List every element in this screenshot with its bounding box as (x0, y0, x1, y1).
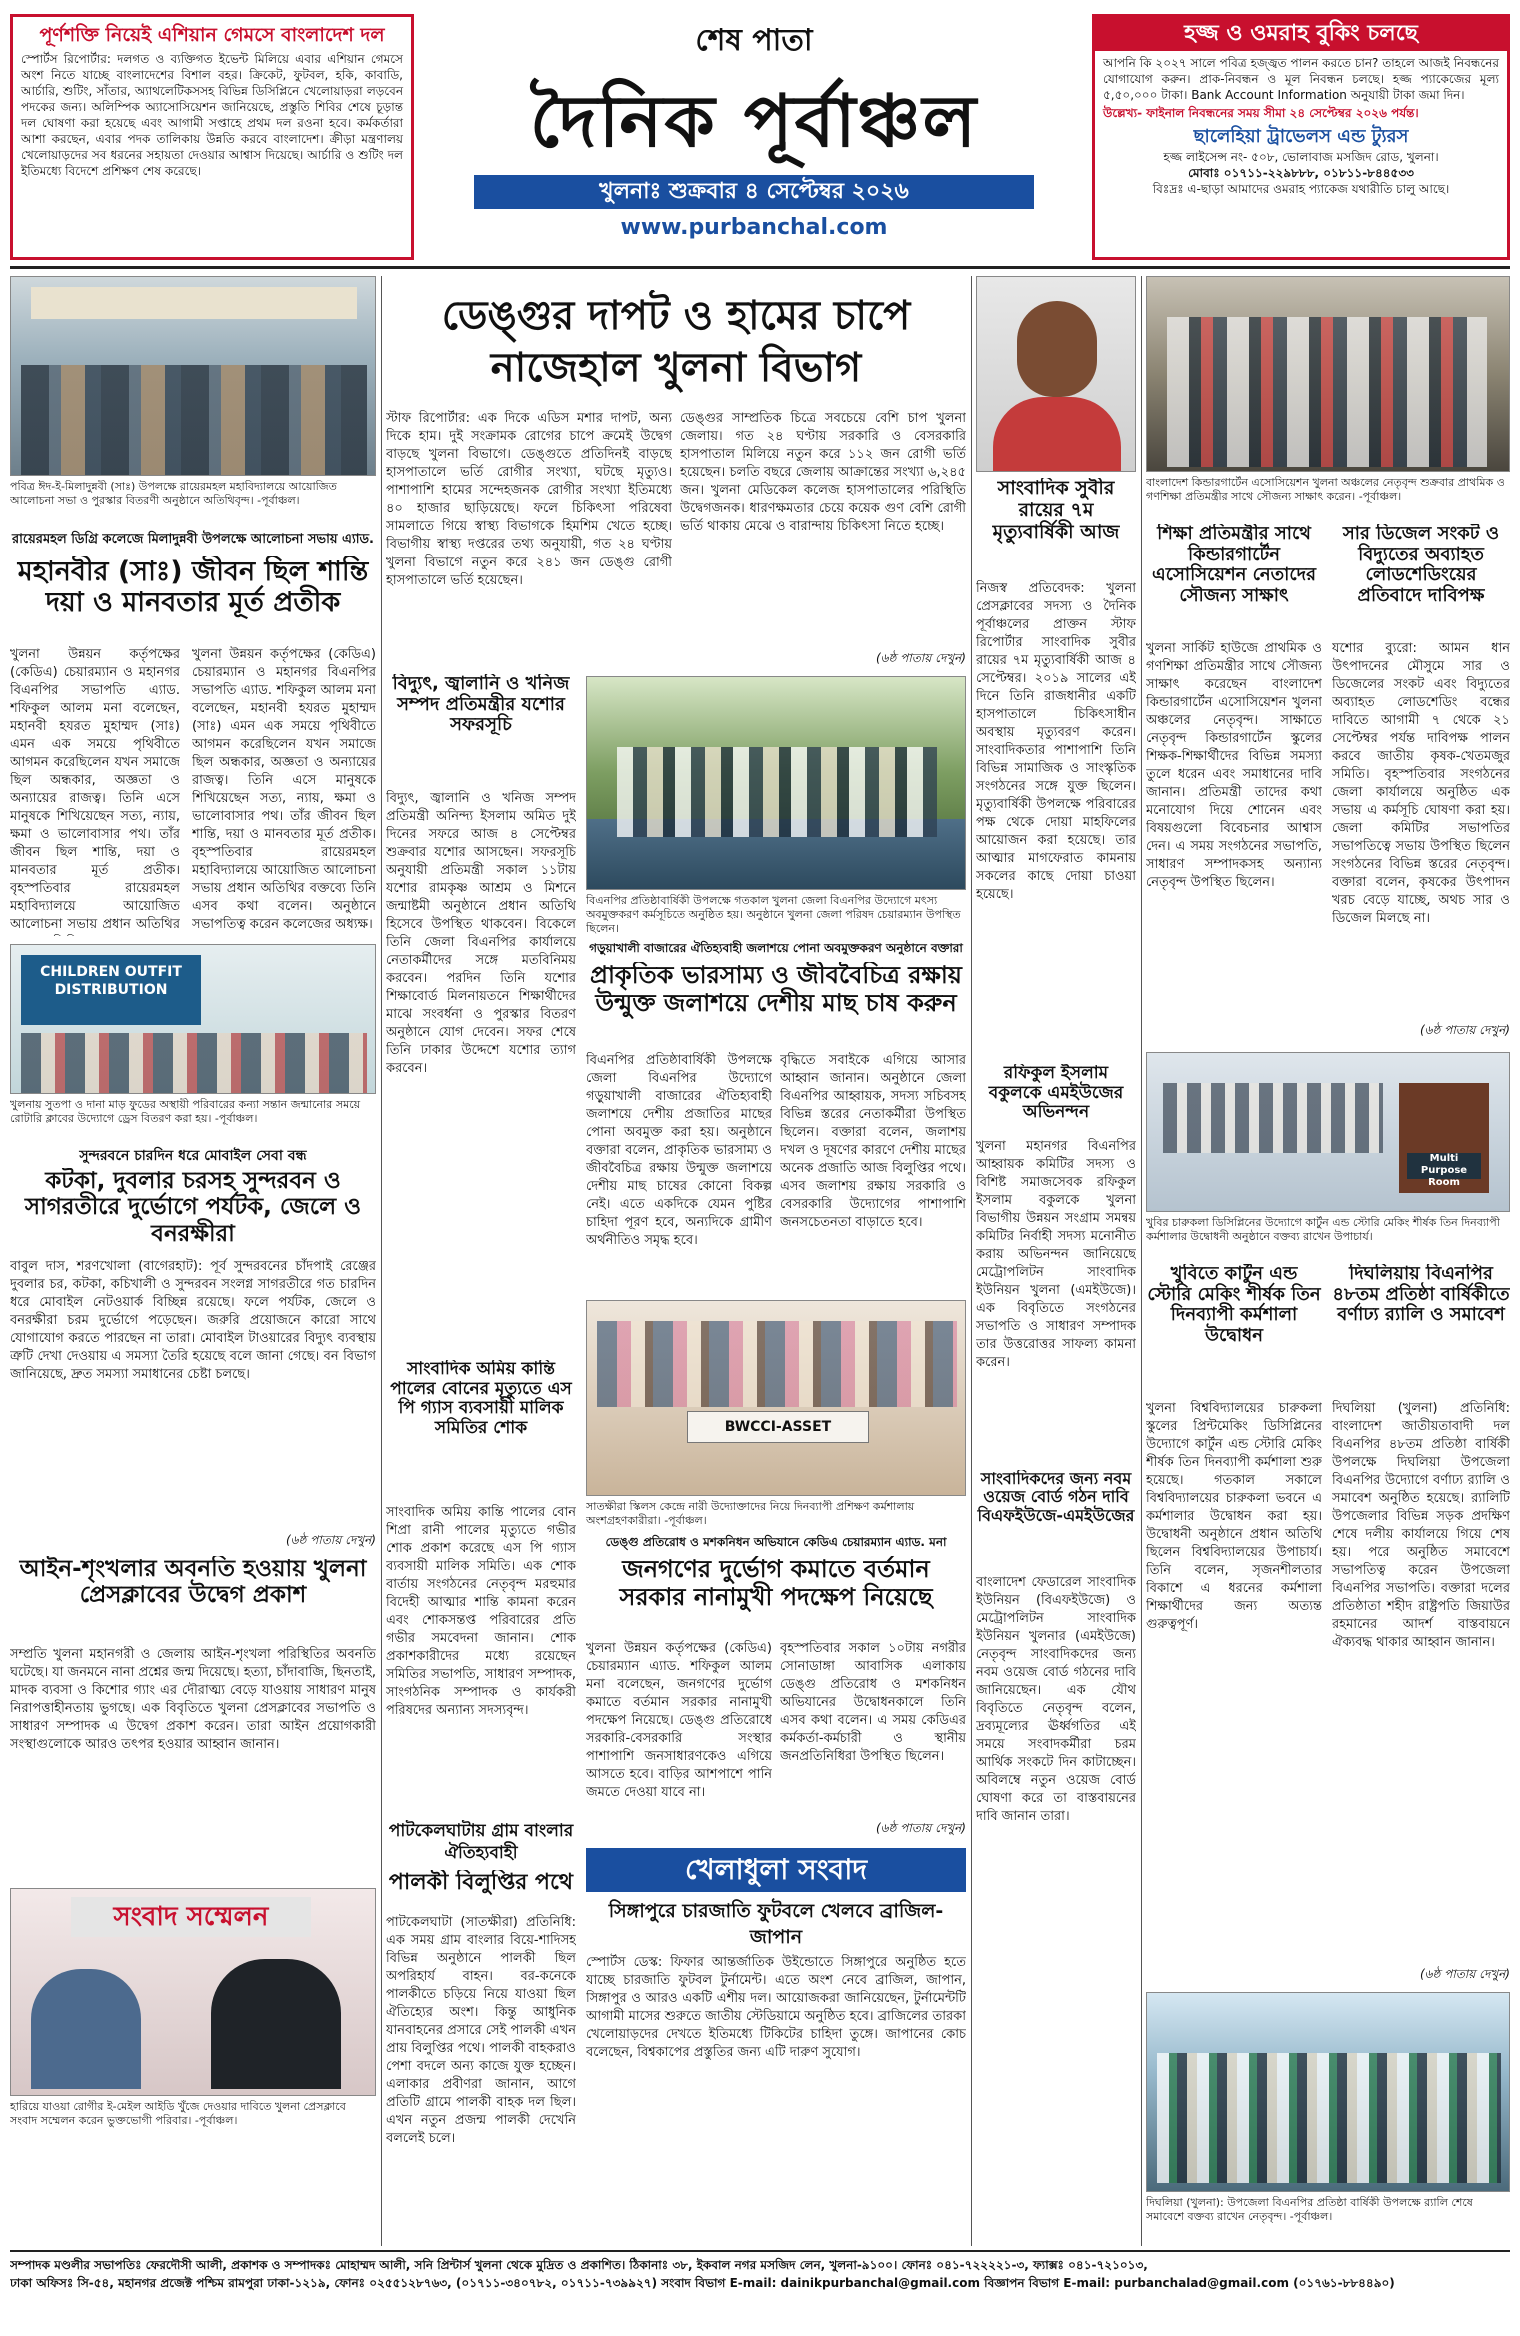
hajj-ad-title: হজ্জ ও ওমরাহ বুকিং চলছে (1095, 17, 1507, 51)
masthead-website[interactable]: www.purbanchal.com (620, 215, 888, 240)
women-banner: BWCCI-ASSET (687, 1411, 869, 1443)
masthead-dateline: খুলনাঃ শুক্রবার ৪ সেপ্টেম্বর ২০২৬ (474, 175, 1034, 209)
photo-kg-meeting (1146, 276, 1510, 472)
cartoon-photo-caption: খুবির চারুকলা ডিসিপ্লিনের উদ্যোগে কার্টুন এন্ড স্টোরি মেকিং শীর্ষক তিন দিনব্যাপী কর্মশালার উদ্বোধনী অনুষ্ঠানে বক্তব্য রাখেন উপাচার্য। (1146, 1216, 1500, 1243)
dengue-gov-headline: জনগণের দুর্ভোগ কমাতে বর্তমান সরকার নানামুখী পদক্ষেপ নিয়েছে (619, 1556, 933, 1611)
hajj-ad-box (1092, 14, 1510, 260)
hajj-ad-body: আপনি কি ২০২৭ সালে পবিত্র হজ্জ্বত পালন করতে চান? তাহলে আজই নিবন্ধনের যোগাযোগ করুন। প্রাক-নিবন্ধন ও মূল নিবন্ধন চলছে। হজ্জ প্যাকেজের মূল্য ৫,৫০,০০০ টাকা। Bank Account Information অনুযায়ী টাকা জমা দিন। (1103, 56, 1499, 102)
lead-col2: ডেঙ্গুর সাম্প্রতিক চিত্রে সবচেয়ে বেশি চাপ খুলনা জেলায়। গত ২৪ ঘণ্টায় সরকারি ও বেসরকারি হাসপাতাল মিলিয়ে নতুন করে ১১২ জন রোগী ভর্তি হয়েছেন। চলতি বছরে জেলায় আক্রান্তের সংখ্যা ৬,২৪৫ জন। খুলনা মেডিকেল কলেজ হাসপাতালের পরিস্থিতি উদ্বেগজনক। ধারণক্ষমতার চেয়ে কয়েক গুণ বেশি রোগী ভর্তি থাকায় মেঝে ও বারান্দায় চিকিৎসা নিতে হচ্ছে। (680, 411, 966, 534)
fertilizer-body: যশোর ব্যুরো: আমন ধান উৎপাদনের মৌসুমে সার ও ডিজেলের সংকট এবং বিদ্যুতের অব্যাহত লোডশেডিং বন্ধের দাবিতে আগামী ৭ থেকে ২১ সেপ্টেম্বর পর্যন্ত দাবিপক্ষ পালন করবে জাতীয় কৃষক-খেতমজুর সমিতি। বৃহস্পতিবার সংগঠনের জেলা কার্যালয়ে অনুষ্ঠিত এক সভায় এ কর্মসূচি ঘোষণা করা হয়। জেলা কমিটির সভাপতির সভাপতিত্বে সভায় উপস্থিত ছিলেন সংগঠনের বিভিন্ন স্তরের নেতৃবৃন্দ। বক্তারা বলেন, কৃষকের উৎপাদন খরচ বেড়ে যাচ্ছে, অথচ সার ও ডিজেল মিলছে না। (1332, 641, 1510, 926)
prophet-headline: মহানবীর (সাঃ) জীবন ছিল শান্তি দয়া ও মানবতার মূর্ত প্রতীক (17, 556, 369, 619)
wage-headline: সাংবাদিকদের জন্য নবম ওয়েজ বোর্ড গঠন দাবি বিএফইউজে-এমইউজের (977, 1470, 1135, 1525)
dighalia-continued: (৬ষ্ঠ পাতায় দেখুন) (1419, 1967, 1510, 1981)
wage-body: বাংলাদেশ ফেডারেল সাংবাদিক ইউনিয়ন (বিএফইউজে) ও মেট্রোপলিটন সাংবাদিক ইউনিয়ন খুলনার (এমইউজে) নেতৃবৃন্দ সাংবাদিকদের জন্য নবম ওয়েজ বোর্ড গঠনের দাবি জানিয়েছেন। এক যৌথ বিবৃতিতে নেতৃবৃন্দ বলেন, দ্রব্যমূল্যের ঊর্ধ্বগতির এই সময়ে সংবাদকর্মীরা চরম আর্থিক সংকটে দিন কাটাচ্ছেন। অবিলম্বে নতুন ওয়েজ বোর্ড ঘোষণা করে তা বাস্তবায়নের দাবি জানান তারা। (976, 1575, 1136, 1824)
dengue-gov-col1: খুলনা উন্নয়ন কর্তৃপক্ষের (কেডিএ) চেয়ারম্যান এ্যাড. শফিকুল আলম মনা বলেছেন, জনগণের দুর্ভোগ কমাতে বর্তমান সরকার নানামুখী পদক্ষেপ নিয়েছে। ডেঙ্গু প্রতিরোধে সরকারি-বেসরকারি সংস্থার পাশাপাশি জনসাধারণকেও এগিয়ে আসতে হবে। বাড়ির আশপাশে পানি জমতে দেওয়া যাবে না। (586, 1641, 772, 1800)
sundarban-body: বাবুল দাস, শরণখোলা (বাগেরহাট): পূর্ব সুন্দরবনের চাঁদপাই রেঞ্জের দুবলার চর, কটকা, কচিখালী ও সুন্দরবন সংলগ্ন সাগরতীরে গত চারদিন ধরে মোবাইল নেটওয়ার্ক বিচ্ছিন্ন রয়েছে। ফলে পর্যটক, জেলে ও বনরক্ষীরা চরম দুর্ভোগে পড়েছেন। জরুরি প্রয়োজনে কারো সাথে যোগাযোগ করতে পারছেন না তারা। মোবাইল টাওয়ারের বিদ্যুৎ ব্যবস্থায় ত্রুটি দেখা দেওয়ায় এ সমস্যা তৈরি হয়েছে বলে জানা গেছে। বন বিভাগ জানিয়েছে, দ্রুত সমস্যা সমাধানের চেষ্টা চলছে। (10, 1259, 376, 1382)
top-left-news-box (10, 14, 414, 260)
dengue-gov-continued: (৬ষ্ঠ পাতায় দেখুন) (875, 1821, 966, 1835)
hajj-ad-deadline: উল্লেখ্য- ফাইনাল নিবন্ধনের সময় সীমা ২৪ সেপ্টেম্বর ২০২৬ পর্যন্ত। (1103, 106, 1419, 120)
press-conf-banner: সংবাদ সম্মেলন (71, 1897, 311, 1937)
hajj-ad-note: বিঃদ্রঃ এ-ছাড়া আমাদের ওমরাহ প্যাকেজ যথারীতি চালু আছে। (1152, 182, 1450, 196)
rafiq-body: খুলনা মহানগর বিএনপির আহ্বায়ক কমিটির সদস্য ও বিশিষ্ট সমাজসেবক রফিকুল ইসলাম বকুলকে খুলনা বিভাগীয় উন্নয়ন সংগ্রাম সমন্বয় কমিটির নির্বাহী সদস্য মনোনীত করায় অভিনন্দন জানিয়েছে মেট্রোপলিটন সাংবাদিক ইউনিয়ন খুলনা (এমইউজে)। এক বিবৃতিতে সংগঠনের সভাপতি ও সাধারণ সম্পাদক তার উত্তরোত্তর সাফল্য কামনা করেন। (976, 1139, 1136, 1370)
top-left-body: স্পোর্টস রিপোর্টার: দলগত ও ব্যক্তিগত ইভেন্ট মিলিয়ে এবার এশিয়ান গেমসে অংশ নিতে যাচ্ছে বাংলাদেশের বিশাল বহর। ক্রিকেট, ফুটবল, হকি, কাবাডি, আর্চারি, শুটিং, সাঁতার, অ্যাথলেটিকসসহ বিভিন্ন ডিসিপ্লিনে খেলোয়াড়রা লড়বেন পদকের জন্য। অলিম্পিক অ্যাসোসিয়েশন জানিয়েছে, প্রস্তুতি শিবির শেষে চূড়ান্ত দল ঘোষণা করা হয়েছে এবং আগামী সপ্তাহে প্রথম দল রওনা হবে। কর্মকর্তারা আশা করছেন, এবার পদক তালিকায় উন্নতি করবে বাংলাদেশ। ক্রীড়া মন্ত্রণালয় খেলোয়াড়দের সব ধরনের সহায়তা দেওয়ার আশ্বাস দিয়েছে। আর্চারি ও শুটিং দল ইতিমধ্যে বিদেশে প্রশিক্ষণ শেষ করেছে। (21, 52, 403, 178)
fish-col1: বিএনপির প্রতিষ্ঠাবার্ষিকী উপলক্ষে জেলা বিএনপির উদ্যোগে গড়ুয়াখালী বাজারের ঐতিহ্যবাহী জলাশয়ে দেশীয় প্রজাতির মাছের পোনা অবমুক্ত করা হয়। অনুষ্ঠানে বক্তারা বলেন, প্রাকৃতিক ভারসাম্য ও জীববৈচিত্র রক্ষায় উন্মুক্ত জলাশয়ে দেশীয় মাছ চাষের কোনো বিকল্প নেই। এতে একদিকে যেমন পুষ্টির চাহিদা পূরণ হবে, অন্যদিকে গ্রামীণ অর্থনীতিও সমৃদ্ধ হবে। (586, 1053, 772, 1248)
prophet-pre-headline: রায়েরমহল ডিগ্রি কলেজে মিলাদুন্নবী উপলক্ষে আলোচনা সভায় এ্যাড. (12, 532, 374, 547)
dighalia-headline: দিঘলিয়ায় বিএনপির ৪৮তম প্রতিষ্ঠা বার্ষিকীতে বর্ণাঢ্য র‌্যালি ও সমাবেশ (1332, 1264, 1510, 1326)
hajj-ad-agency: ছালেহিয়া ট্রাভেলস এন্ড ট্যুরস (1193, 126, 1409, 147)
prophet-body-col2: খুলনা উন্নয়ন কর্তৃপক্ষের (কেডিএ) চেয়ারম্যান ও মহানগর বিএনপির সভাপতি এ্যাড. শফিকুল আলম মনা বলেছেন, মহানবী হযরত মুহাম্মদ (সাঃ) এমন এক সময়ে পৃথিবীতে আগমন করেছিলেন যখন সমাজে ছিল অন্ধকার, অজ্ঞতা ও অন্যায়ের রাজত্ব। তিনি এসে মানুষকে শিখিয়েছেন সত্য, ন্যায়, ক্ষমা ও ভালোবাসার পথ। তাঁর জীবন ছিল শান্তি, দয়া ও মানবতার মূর্ত প্রতীক। বৃহস্পতিবার রায়েরমহল মহাবিদ্যালয়ে আয়োজিত আলোচনা সভায় প্রধান অতিথির বক্তব্যে তিনি এসব কথা বলেন। অনুষ্ঠানে সভাপতিত্ব করেন কলেজের অধ্যক্ষ। (192, 647, 376, 932)
palki-pre-headline: পাটকেলঘাটায় গ্রাম বাংলার ঐতিহ্যবাহী (388, 1821, 574, 1863)
photo-dress-distribution: CHILDREN OUTFIT DISTRIBUTION (10, 944, 376, 1094)
amit-body: সাংবাদিক অমিয় কান্তি পালের বোন শিপ্রা রানী পালের মৃত্যুতে গভীর শোক প্রকাশ করেছে এস পি গ্যাস ব্যবসায়ী মালিক সমিতি। এক শোক বার্তায় সংগঠনের নেতৃবৃন্দ মরহুমার বিদেহী আত্মার শান্তি কামনা করেন এবং শোকসন্তপ্ত পরিবারের প্রতি গভীর সমবেদনা জানান। শোক প্রকাশকারীদের মধ্যে রয়েছেন সমিতির সভাপতি, সাধারণ সম্পাদক, সাংগঠনিক সম্পাদক ও কার্যকরী পরিষদের অন্যান্য সদস্যবৃন্দ। (386, 1505, 576, 1718)
press-headline: আইন-শৃংখলার অবনতি হওয়ায় খুলনা প্রেসক্লাবের উদ্বেগ প্রকাশ (19, 1556, 367, 1609)
photo-fish-release (586, 676, 966, 890)
minister-headline: বিদ্যুৎ, জ্বালানি ও খনিজ সম্পদ প্রতিমন্ত্রীর যশোর সফরসূচি (392, 674, 570, 736)
dighalia-photo-caption: দিঘলিয়া (খুলনা): উপজেলা বিএনপির প্রতিষ্ঠা বার্ষিকী উপলক্ষে র‌্যালি শেষে সমাবেশে বক্তব্য রাখেন নেতৃবৃন্দ। -পূর্বাঞ্চল। (1146, 2196, 1473, 2223)
dengue-gov-col2: বৃহস্পতিবার সকাল ১০টায় নগরীর সোনাডাঙ্গা আবাসিক এলাকায় ডেঙ্গু প্রতিরোধ ও মশকনিধন অভিযানের উদ্বোধনকালে তিনি এসব কথা বলেন। এ সময় কেডিএর কর্মকর্তা-কর্মচারী ও স্থানীয় জনপ্রতিনিধিরা উপস্থিত ছিলেন। (780, 1641, 966, 1764)
footer-line1: সম্পাদক মণ্ডলীর সভাপতিঃ ফেরদৌসী আলী, প্রকাশক ও সম্পাদকঃ মোহাম্মদ আলী, সনি প্রিন্টার্স খুলনা থেকে মুদ্রিত ও প্রকাশিত। ঠিকানাঃ ৩৮, ইকবাল নগর মসজিদ লেন, খুলনা-৯১০০। ফোনঃ ০৪১-৭২২২২১-৩, ফ্যাক্সঃ ০৪১-৭২১০১৩, (10, 2258, 1148, 2272)
dengue-gov-pre-headline: ডেঙ্গু প্রতিরোধ ও মশকনিধন অভিযানে কেডিএ চেয়ারম্যান এ্যাড. মনা (605, 1535, 947, 1549)
masthead-rule (10, 266, 1510, 269)
press-photo-caption: হারিয়ে যাওয়া রোগীর ই-মেইল আইডি খুঁজে দেওয়ার দাবিতে খুলনা প্রেসক্লাবে সংবাদ সম্মেলন করেন ভুক্তভোগী পরিবার। -পূর্বাঞ্চল। (10, 2100, 346, 2127)
journalist-body: নিজস্ব প্রতিবেদক: খুলনা প্রেসক্লাবের সদস্য ও দৈনিক পূর্বাঞ্চলের প্রাক্তন স্টাফ রিপোর্টার সাংবাদিক সুবীর রায়ের ৭ম মৃত্যুবার্ষিকী আজ ৪ সেপ্টেম্বর। ২০১৯ সালের এই দিনে তিনি রাজধানীর একটি হাসপাতালে চিকিৎসাধীন অবস্থায় মৃত্যুবরণ করেন। সাংবাদিকতার পাশাপাশি তিনি বিভিন্ন সামাজিক ও সাংস্কৃতিক সংগঠনের সঙ্গে যুক্ত ছিলেন। মৃত্যুবার্ষিকী উপলক্ষে পরিবারের পক্ষ থেকে দোয়া মাহফিলের আয়োজন করা হয়েছে। তার আত্মার মাগফেরাত কামনায় সকলের কাছে দোয়া চাওয়া হয়েছে। (976, 581, 1136, 902)
divider-2 (971, 276, 972, 2246)
hajj-ad-phone: মোবাঃ ০১৭১১-২২৯৮৮৮, ০১৮১১-৮৪৪৫৩৩ (1188, 166, 1414, 180)
palki-body: পাটকেলঘাটা (সাতক্ষীরা) প্রতিনিধি: এক সময় গ্রাম বাংলার বিয়ে-শাদিসহ বিভিন্ন অনুষ্ঠানে পালকী ছিল অপরিহার্য বাহন। বর-কনেকে পালকীতে চড়িয়ে নিয়ে যাওয়া ছিল ঐতিহ্যের অংশ। কিন্তু আধুনিক যানবাহনের প্রসারে সেই পালকী এখন প্রায় বিলুপ্তির পথে। পালকী বাহকরাও পেশা বদলে অন্য কাজে যুক্ত হচ্ছেন। এলাকার প্রবীণরা জানান, আগে প্রতিটি গ্রামে পালকী বাহক দল ছিল। এখন নতুন প্রজন্ম পালকী দেখেনি বললেই চলে। (386, 1915, 576, 2146)
prophet-body: খুলনা উন্নয়ন কর্তৃপক্ষের (কেডিএ) চেয়ারম্যান ও মহানগর বিএনপির সভাপতি এ্যাড. শফিকুল আলম মনা বলেছেন, মহানবী হযরত মুহাম্মদ (সাঃ) এমন এক সময়ে পৃথিবীতে আগমন করেছিলেন যখন সমাজে ছিল অন্ধকার, অজ্ঞতা ও অন্যায়ের রাজত্ব। তিনি এসে মানুষকে শিখিয়েছেন সত্য, ন্যায়, ক্ষমা ও ভালোবাসার পথ। তাঁর জীবন ছিল শান্তি, দয়া ও মানবতার মূর্ত প্রতীক। বৃহস্পতিবার রায়েরমহল মহাবিদ্যালয়ে আয়োজিত আলোচনা সভায় প্রধান অতিথির (10, 647, 180, 932)
masthead (424, 10, 1084, 260)
palki-headline: পালকী বিলুপ্তির পথে (388, 1870, 574, 1895)
amit-headline: সাংবাদিক অমিয় কান্তি পালের বোনের মৃত্যুতে এস পি গ্যাস ব্যবসায়ী মালিক সমিতির শোক (390, 1360, 572, 1438)
fertilizer-continued: (৬ষ্ঠ পাতায় দেখুন) (1419, 1023, 1510, 1037)
kg-headline: শিক্ষা প্রতিমন্ত্রীর সাথে কিন্ডারগার্টেন এসোসিয়েশন নেতাদের সৌজন্য সাক্ষাৎ (1152, 524, 1316, 607)
hajj-ad-license: হজ্জ লাইসেন্স নং- ৫০৮, ভোলাবাজ মসজিদ রোড, খুলনা। (1163, 150, 1439, 164)
kg-body: খুলনা সার্কিট হাউজে প্রাথমিক ও গণশিক্ষা প্রতিমন্ত্রীর সাথে সৌজন্য সাক্ষাৎ করেছেন বাংলাদেশ কিন্ডারগার্টেন এসোসিয়েশন খুলনা অঞ্চলের নেতৃবৃন্দ। সাক্ষাতে নেতৃবৃন্দ কিন্ডারগার্টেন স্কুলের শিক্ষক-শিক্ষার্থীদের বিভিন্ন সমস্যা তুলে ধরেন এবং সমাধানের দাবি জানান। প্রতিমন্ত্রী তাদের কথা মনোযোগ দিয়ে শোনেন এবং বিষয়গুলো বিবেচনার আশ্বাস দেন। এ সময় সংগঠনের সভাপতি, সাধারণ সম্পাদকসহ অন্যান্য নেতৃবৃন্দ উপস্থিত ছিলেন। (1146, 641, 1322, 890)
fertilizer-headline: সার ডিজেল সংকট ও বিদ্যুতের অব্যাহত লোডশেডিংয়ের প্রতিবাদে দাবিপক্ষ (1342, 524, 1500, 607)
masthead-logo: দৈনিক পূর্বাঞ্চল (529, 78, 979, 163)
sports-banner: খেলাধুলা সংবাদ (586, 1848, 966, 1892)
sports-body: স্পোর্টস ডেস্ক: ফিফার আন্তর্জাতিক উইন্ডোতে সিঙ্গাপুরে অনুষ্ঠিত হতে যাচ্ছে চারজাতি ফুটবল টুর্নামেন্ট। এতে অংশ নেবে ব্রাজিল, জাপান, সিঙ্গাপুর ও আরও একটি এশীয় দল। আয়োজকরা জানিয়েছেন, টুর্নামেন্টটি আগামী মাসের শুরুতে জাতীয় স্টেডিয়ামে অনুষ্ঠিত হবে। ব্রাজিলের তারকা খেলোয়াড়দের দেখতে ইতিমধ্যে টিকিটের চাহিদা তুঙ্গে। জাপানের কোচ বলেছেন, বিশ্বকাপের প্রস্তুতির জন্য এটি দারুণ সুযোগ। (586, 1955, 966, 2060)
prophet-body-cont (192, 646, 376, 936)
masthead-top-label: শেষ পাতা (695, 23, 813, 58)
rafiq-headline: রফিকুল ইসলাম বকুলকে এমইউজের অভিনন্দন (988, 1064, 1124, 1123)
photo-prophet-event (10, 276, 376, 476)
kg-photo-caption: বাংলাদেশ কিন্ডারগার্টেন এসোসিয়েশন খুলনা অঞ্চলের নেতৃবৃন্দ শুক্রবার প্রাথমিক ও গণশিক্ষা প্রতিমন্ত্রীর সাথে সৌজন্য সাক্ষাৎ করেন। -পূর্বাঞ্চল। (1146, 476, 1505, 503)
top-left-headline: পূর্ণশক্তি নিয়েই এশিয়ান গেমসে বাংলাদেশ দল (39, 24, 385, 46)
photo-journalist-portrait (976, 276, 1136, 472)
sports-section (586, 1848, 966, 2236)
lead-continued: (৬ষ্ঠ পাতায় দেখুন) (875, 651, 966, 665)
prophet-photo-caption: পবিত্র ঈদ-ই-মিলাদুন্নবী (সাঃ) উপলক্ষে রায়েরমহল মহাবিদ্যালয়ে আয়োজিত আলোচনা সভা ও পুরস্কার বিতরণী অনুষ্ঠানে অতিথিবৃন্দ। -পূর্বাঞ্চল। (10, 480, 337, 507)
journalist-headline: সাংবাদিক সুবীর রায়ের ৭ম মৃত্যুবার্ষিকী আজ (992, 478, 1120, 543)
lead-col1: স্টাফ রিপোর্টার: এক দিকে এডিস মশার দাপট, অন্য দিকে হাম। দুই সংক্রামক রোগের চাপে ক্রমেই উদ্বেগ বাড়ছে খুলনা বিভাগে। ডেঙ্গুতে প্রতিদিনই বাড়ছে হাসপাতালে ভর্তি রোগীর সংখ্যা, ঘটছে মৃত্যুও। পাশাপাশি হামের সন্দেহজনক রোগীর সংখ্যা ইতিমধ্যে ৪০ হাজার ছাড়িয়েছে। ফলে চিকিৎসা পরিষেবা সামলাতে গিয়ে স্বাস্থ্য বিভাগকে হিমশিম খেতে হচ্ছে। বিভাগীয় স্বাস্থ্য দপ্তরের তথ্য অনুযায়ী, গত ২৪ ঘণ্টায় খুলনা বিভাগে নতুন করে ২৪১ জন ডেঙ্গু রোগী হাসপাতালে ভর্তি হয়েছেন। (386, 411, 672, 588)
sundarban-pre-headline: সুন্দরবনে চারদিন ধরে মোবাইল সেবা বন্ধ (79, 1148, 307, 1164)
footer-rule (10, 2250, 1510, 2252)
sports-headline: সিঙ্গাপুরে চারজাতি ফুটবলে খেলবে ব্রাজিল-জাপান (608, 1900, 944, 1948)
divider-1 (381, 276, 382, 2246)
cartoon-headline: খুবিতে কার্টুন এন্ড স্টোরি মেকিং শীর্ষক তিন দিনব্যাপী কর্মশালা উদ্বোধন (1147, 1264, 1321, 1347)
footer-line2: ঢাকা অফিসঃ সি-৫৪, মহানগর প্রজেক্ট পশ্চিম রামপুরা ঢাকা-১২১৯, ফোনঃ ০২৫৫১২৮৭৬৩, (০১৭১১-৩৪০৭৮২, ০১৭১১-৭৩৯৯২৭) সংবাদ বিভাগ E-mail: dainikpurbanchal@gmail.com বিজ্ঞাপন বিভাগ E-mail: purbanchalad@gmail.com (০১৭৬১-৮৮৪৪৯০) (10, 2276, 1395, 2290)
footer (10, 2256, 1510, 2330)
divider-3 (1141, 276, 1142, 2246)
cartoon-body: খুলনা বিশ্ববিদ্যালয়ের চারুকলা স্কুলের প্রিন্টমেকিং ডিসিপ্লিনের উদ্যোগে কার্টুন এন্ড স্টোরি মেকিং শীর্ষক তিন দিনব্যাপী কর্মশালা শুরু হয়েছে। গতকাল সকালে বিশ্ববিদ্যালয়ের চারুকলা ভবনে এ কর্মশালার উদ্বোধন করা হয়। উদ্বোধনী অনুষ্ঠানে প্রধান অতিথি ছিলেন বিশ্ববিদ্যালয়ের উপাচার্য। তিনি বলেন, সৃজনশীলতার বিকাশে এ ধরনের কর্মশালা শিক্ষার্থীদের জন্য অত্যন্ত গুরুত্বপূর্ণ। (1146, 1401, 1322, 1632)
fish-pre-headline: গড়ুয়াখালী বাজারের ঐতিহ্যবাহী জলাশয়ে পোনা অবমুক্তকরণ অনুষ্ঠানে বক্তারা (589, 941, 963, 955)
lead-headline: ডেঙ্গুর দাপট ও হামের চাপে নাজেহাল খুলনা বিভাগ (441, 293, 911, 391)
fish-photo-caption: বিএনপির প্রতিষ্ঠাবার্ষিকী উপলক্ষে গতকাল খুলনা জেলা বিএনপির উদ্যোগে মৎস্য অবমুক্তকরণ কর্মসূচিতে অনুষ্ঠিত হয়। অনুষ্ঠানে খুলনা জেলা পরিষদ চেয়ারম্যান উপস্থিত ছিলেন। (586, 894, 961, 935)
photo-cartoon-workshop: Multi Purpose Room (1146, 1052, 1510, 1212)
fish-headline: প্রাকৃতিক ভারসাম্য ও জীববৈচিত্র রক্ষায় উন্মুক্ত জলাশয়ে দেশীয় মাছ চাষ করুন (590, 962, 962, 1017)
dighalia-body: দিঘলিয়া (খুলনা) প্রতিনিধি: বাংলাদেশ জাতীয়তাবাদী দল বিএনপির ৪৮তম প্রতিষ্ঠা বার্ষিকী উপলক্ষে দিঘলিয়া উপজেলা বিএনপির উদ্যোগে বর্ণাঢ্য র‌্যালি ও সমাবেশ অনুষ্ঠিত হয়েছে। র‌্যালিটি উপজেলার বিভিন্ন সড়ক প্রদক্ষিণ শেষে দলীয় কার্যালয়ে গিয়ে শেষ হয়। পরে অনুষ্ঠিত সমাবেশে সভাপতিত্ব করেন উপজেলা বিএনপির সভাপতি। বক্তারা দলের প্রতিষ্ঠাতা শহীদ রাষ্ট্রপতি জিয়াউর রহমানের আদর্শ বাস্তবায়নে ঐক্যবদ্ধ থাকার আহ্বান জানান। (1332, 1401, 1510, 1650)
fish-col2: বৃদ্ধিতে সবাইকে এগিয়ে আসার আহ্বান জানান। অনুষ্ঠানে জেলা বিএনপির আহ্বায়ক, সদস্য সচিবসহ বিভিন্ন স্তরের নেতাকর্মীরা উপস্থিত ছিলেন। বক্তারা বলেন, জলাশয় দখল ও দূষণের কারণে দেশীয় মাছের অনেক প্রজাতি আজ বিলুপ্তির পথে। এসব জলাশয় রক্ষায় সরকারি ও বেসরকারি উদ্যোগের পাশাপাশি জনসচেতনতা বাড়াতে হবে। (780, 1053, 966, 1230)
photo-dighalia-rally (1146, 1992, 1510, 2192)
women-photo-caption: সাতক্ষীরা স্কিলস কেন্দ্রে নারী উদ্যোক্তাদের নিয়ে দিনব্যাপী প্রশিক্ষণ কর্মশালায় অংশগ্রহণকারীরা। -পূর্বাঞ্চল। (586, 1500, 915, 1527)
sundarban-continued: (৬ষ্ঠ পাতায় দেখুন) (285, 1533, 376, 1547)
photo-women-training (586, 1300, 966, 1496)
minister-body: বিদ্যুৎ, জ্বালানি ও খনিজ সম্পদ প্রতিমন্ত্রী অনিন্দ্য ইসলাম অমিত দুই দিনের সফরে আজ ৪ সেপ্টেম্বর শুক্রবার যশোর আসছেন। সফরসূচি অনুযায়ী প্রতিমন্ত্রী সকাল ১১টায় যশোর রামকৃষ্ণ আশ্রম ও মিশনে জন্মাষ্টমী অনুষ্ঠানে প্রধান অতিথি হিসেবে উপস্থিত থাকবেন। বিকেলে তিনি জেলা বিএনপির কার্যালয়ে নেতাকর্মীদের সঙ্গে মতবিনিময় করবেন। পরদিন তিনি যশোর শিক্ষাবোর্ড মিলনায়তনে শিক্ষার্থীদের মাঝে সংবর্ধনা ও পুরস্কার বিতরণ অনুষ্ঠানে যোগ দেবেন। সফর শেষে তিনি ঢাকার উদ্দেশে যশোর ত্যাগ করবেন। (386, 791, 576, 1076)
press-body: সম্প্রতি খুলনা মহানগরী ও জেলায় আইন-শৃংখলা পরিস্থিতির অবনতি ঘটেছে। যা জনমনে নানা প্রশ্নের জন্ম দিয়েছে। হত্যা, চাঁদাবাজি, ছিনতাই, মাদক ব্যবসা ও কিশোর গ্যাং এর দৌরাত্ম্য বেড়ে যাওয়ায় সাধারণ মানুষ নিরাপত্তাহীনতায় ভুগছে। এক বিবৃতিতে খুলনা প্রেসক্লাবের সভাপতি ও সাধারণ সম্পাদক এ উদ্বেগ প্রকাশ করেন। তারা আইন প্রয়োগকারী সংস্থাগুলোকে আরও তৎপর হওয়ার আহ্বান জানান। (10, 1647, 376, 1752)
dress-photo-caption: খুলনায় সুতপা ও দানা মাড় ফুডের অস্থায়ী পরিবারের কন্যা সন্তান জন্মানোর সময়ে রোটারি ক্লাবের উদ্যোগে ড্রেস বিতরণ করা হয়। -পূর্বাঞ্চল। (10, 1098, 361, 1125)
sundarban-headline: কটকা, দুবলার চরসহ সুন্দরবন ও সাগরতীরে দুর্ভোগে পর্যটক, জেলে ও বনরক্ষীরা (24, 1168, 362, 1247)
photo-press-conference (10, 1888, 376, 2096)
